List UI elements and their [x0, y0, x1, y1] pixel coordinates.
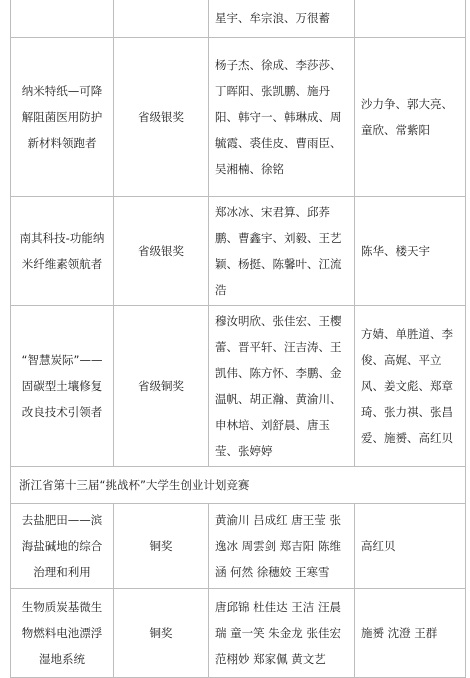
advisors: 高红贝 [355, 504, 466, 589]
advisors: 沙力争、郭大亮、童欣、常紫阳 [355, 38, 466, 197]
table-row [11, 504, 466, 589]
award-level: 铜奖 [114, 589, 209, 678]
table-row [11, 589, 466, 678]
project-name: 生物质炭基微生物燃料电池漂浮湿地系统 [11, 589, 114, 678]
team-members: 郑冰冰、宋君算、邱荞鹏、曹鑫宇、刘毅、王艺颖、杨挺、陈馨叶、江流浩 [209, 197, 355, 306]
project-name: 纳米特纸—可降解阻菌医用防护新材料领跑者 [11, 38, 114, 197]
project-name: 南其科技-功能纳米纤维素领航者 [11, 197, 114, 306]
award-level: 省级银奖 [114, 38, 209, 197]
project-name: “智慧炭际”——固碳型土壤修复改良技术引领者 [11, 306, 114, 467]
project-name [11, 0, 114, 38]
section-row [11, 467, 466, 504]
award-table [10, 0, 466, 678]
team-members: 杨子杰、徐成、李莎莎、丁晖阳、张凯鹏、施丹阳、韩守一、韩琳成、周毓霞、裘佳皮、曹雨臣、吴湘楠、徐铭 [209, 38, 355, 197]
table-row [11, 306, 466, 467]
award-level: 铜奖 [114, 504, 209, 589]
team-members: 穆汝明欣、张佳宏、王樱蕾、晋平轩、汪吉涛、王凯伟、陈方怀、李鹏、金温帆、胡正瀚、黄渝川、申林培、刘舒晨、唐玉莹、张婷婷 [209, 306, 355, 467]
team-members: 黄渝川 吕成红 唐王莹 张逸冰 周雲剑 郑吉阳 陈维涵 何然 徐穗姣 王寒雪 [209, 504, 355, 589]
advisors [355, 0, 466, 38]
award-level [114, 0, 209, 38]
team-members: 星宇、牟宗浪、万很蓄 [209, 0, 355, 38]
award-level: 省级银奖 [114, 197, 209, 306]
section-title: 浙江省第十三届“挑战杯”大学生创业计划竞赛 [11, 467, 466, 504]
advisors: 陈华、楼天宇 [355, 197, 466, 306]
table-row [11, 197, 466, 306]
table-row [11, 0, 466, 38]
project-name: 去盐肥田——滨海盐碱地的综合治理和利用 [11, 504, 114, 589]
team-members: 唐邱锦 杜佳达 王洁 汪晨瑞 童一笑 朱金龙 张佳宏 范栩妙 郑家佩 黄文艺 [209, 589, 355, 678]
table-row [11, 38, 466, 197]
advisors: 施赟 沈澄 王群 [355, 589, 466, 678]
award-level: 省级铜奖 [114, 306, 209, 467]
advisors: 方婧、单胜道、李俊、高娓、平立风、姜文彪、郑章琦、张力祺、张昌爱、施赟、高红贝 [355, 306, 466, 467]
